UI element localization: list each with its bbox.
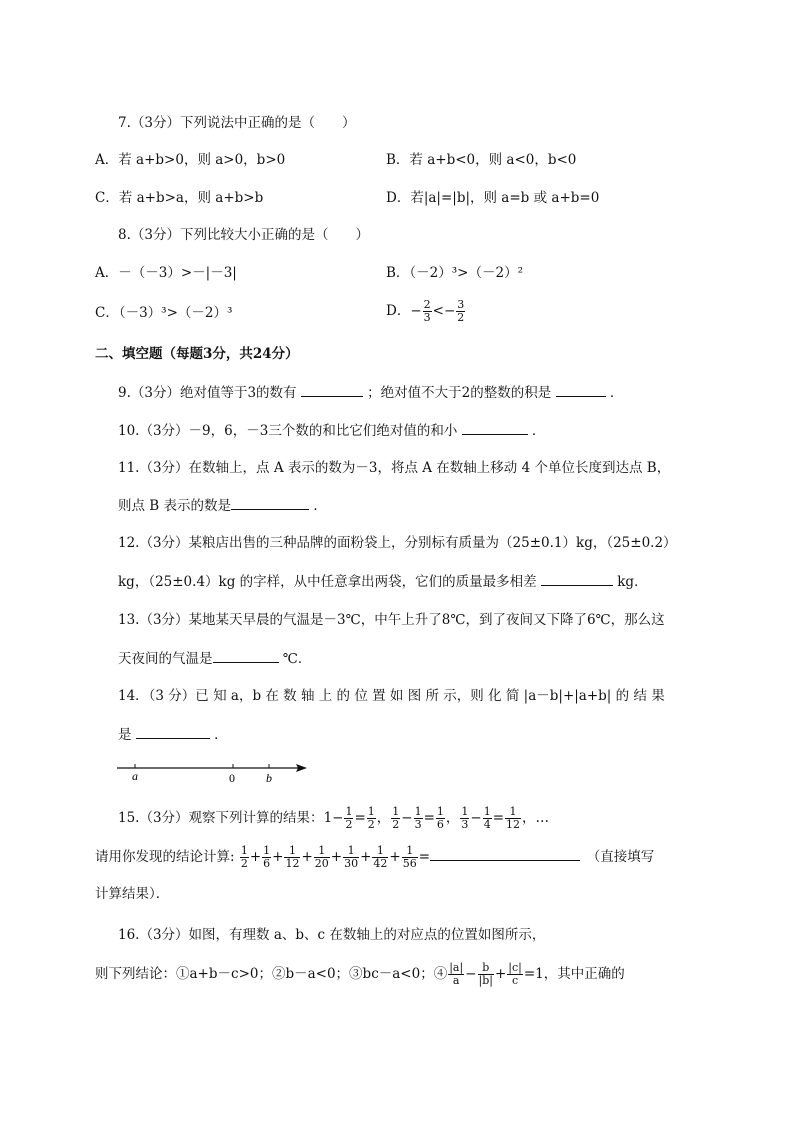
label-a: a [132, 769, 138, 783]
q15-example-fraction: $\frac{1}{3}$ [461, 805, 469, 831]
q15-example-fraction: $\frac{1}{2}$ [345, 805, 353, 831]
q15-example-fraction: $\frac{1}{6}$ [436, 805, 444, 831]
q15-example-fraction: $\frac{1}{4}$ [483, 805, 491, 831]
q13-line-2: 天夜间的气温是 ℃． [118, 648, 311, 669]
q16-frac-abs-a-over-a: $\frac{|a|}{a}$ [449, 961, 464, 987]
q14-line-2: 是 ． [118, 724, 228, 745]
q9-blank-1[interactable] [301, 382, 363, 397]
q8-option-a: A．－（－3）>－|－3| [95, 265, 237, 281]
q8-d-fraction-2: $\frac{3}{2}$ [457, 298, 465, 324]
q16-line-2: 则下列结论：①a+b－c>0；②b－a<0；③bc－a<0；④ $\frac{|a|}{a}$ − $\frac{b}{|b|}$ + $\frac{|c|}{c}$ =1，其中正确的 [95, 961, 625, 987]
q7-option-b: B．若 a+b<0，则 a<0，b<0 [386, 152, 577, 168]
q15-sum-expression: $\frac{1}{2}$ + $\frac{1}{6}$ + $\frac{1}{12}$ + $\frac{1}{20}$ + $\frac{1}{30}$ + $\frac{1}{42}$ + $\frac{1}{56}$ [240, 844, 417, 870]
q7-stem: 7.（3分）下列说法中正确的是（ ） [118, 115, 356, 131]
q15-sum-fraction: $\frac{1}{12}$ [285, 844, 300, 870]
q10: 10.（3分）－9，6，－3三个数的和比它们绝对值的和小 ． [118, 420, 545, 441]
q7-option-d: D．若|a|=|b|，则 a=b 或 a+b=0 [386, 190, 600, 206]
q15-example-fraction: $\frac{1}{3}$ [414, 805, 422, 831]
q7-option-a: A．若 a+b>0，则 a>0，b>0 [95, 152, 286, 168]
q9: 9.（3分）绝对值等于3的数有 ；绝对值不大于2的整数的积是 ． [118, 382, 623, 403]
q11-line-2: 则点 B 表示的数是 ． [118, 495, 327, 516]
q15-sum-fraction: $\frac{1}{20}$ [314, 844, 329, 870]
q15-sum-fraction: $\frac{1}{30}$ [344, 844, 359, 870]
q8-stem: 8.（3分）下列比较大小正确的是（ ） [118, 227, 369, 243]
q15-example-fraction: $\frac{1}{2}$ [392, 805, 400, 831]
q13-blank[interactable] [213, 648, 279, 663]
q15-line-1: 15.（3分）观察下列计算的结果：1− $\frac{1}{2}$ = $\frac{1}{2}$ ， $\frac{1}{2}$ − $\frac{1}{3}$ = $\frac{1}{6}$ ， $\frac{1}{3}$ − $\frac{1}{4}$ = $\frac{1}{12}$ ，… [118, 805, 550, 831]
q12-line-1: 12.（3分）某粮店出售的三种品牌的面粉袋上，分别标有质量为（25±0.1）kg，（25±0.2） [118, 535, 677, 551]
q8-d-fraction-1: $\frac{2}{3}$ [423, 298, 431, 324]
q14-blank[interactable] [136, 724, 210, 739]
label-0: 0 [229, 771, 235, 785]
q15-examples: 1− $\frac{1}{2}$ = $\frac{1}{2}$ ， $\frac{1}{2}$ − $\frac{1}{3}$ = $\frac{1}{6}$ ， $\frac{1}{3}$ − $\frac{1}{4}$ = $\frac{1}{12}$ ，… [323, 805, 550, 831]
q16-frac-b-over-abs-b: $\frac{b}{|b|}$ [478, 961, 493, 987]
q8-option-d: D．− $\frac{2}{3}$ <− $\frac{3}{2}$ [386, 298, 465, 324]
q15-sum-fraction: $\frac{1}{6}$ [263, 844, 271, 870]
q15-sum-fraction: $\frac{1}{42}$ [373, 844, 388, 870]
q12-blank[interactable] [541, 571, 613, 586]
q15-line-3: 计算结果）． [95, 886, 170, 902]
q16-frac-abs-c-over-c: $\frac{|c|}{c}$ [508, 961, 522, 987]
q15-example-fraction: $\frac{1}{2}$ [367, 805, 375, 831]
q8-option-c: C．（－3）³>（－2）³ [95, 305, 233, 321]
q13-line-1: 13.（3分）某地某天早晨的气温是－3℃，中午上升了8℃，到了夜间又下降了6℃，那么这 [118, 612, 665, 628]
q15-example-fraction: $\frac{1}{12}$ [506, 805, 521, 831]
section-title-fill-in: 二、填空题（每题3分，共24分） [95, 346, 299, 362]
q11-blank[interactable] [231, 495, 309, 510]
q15-sum-fraction: $\frac{1}{2}$ [240, 844, 248, 870]
q15-line-2: 请用你发现的结论计算: $\frac{1}{2}$ + $\frac{1}{6}$ + $\frac{1}{12}$ + $\frac{1}{20}$ + $\frac{1}{30}$ + $\frac{1}{42}$ + $\frac{1}{56}$ = （直接填写 [95, 844, 655, 870]
q15-sum-fraction: $\frac{1}{56}$ [402, 844, 417, 870]
q7-option-c: C．若 a+b>a，则 a+b>b [95, 190, 264, 206]
q9-blank-2[interactable] [556, 382, 606, 397]
q12-line-2: kg，（25±0.4）kg 的字样，从中任意拿出两袋，它们的质量最多相差 kg． [118, 571, 648, 592]
q14-line-1: 14．（3 分）已 知 a，b 在 数 轴 上 的 位 置 如 图 所 示，则 化 简 |a－b|+|a+b| 的 结 果 [118, 688, 665, 704]
q11-line-1: 11.（3分）在数轴上，点 A 表示的数为－3，将点 A 在数轴上移动 4 个单位长度到达点 B， [118, 460, 671, 476]
q14-number-line [117, 758, 317, 788]
q8-d-label: D． [386, 303, 411, 319]
label-b: b [266, 771, 272, 785]
q8-d-lt: < [432, 303, 444, 319]
q15-blank[interactable] [430, 846, 580, 861]
q10-blank[interactable] [462, 420, 528, 435]
q8-option-b: B．（－2）³>（－2）² [386, 265, 523, 281]
q16-line-1: 16.（3分）如图，有理数 a、b、c 在数轴上的对应点的位置如图所示， [118, 927, 546, 943]
